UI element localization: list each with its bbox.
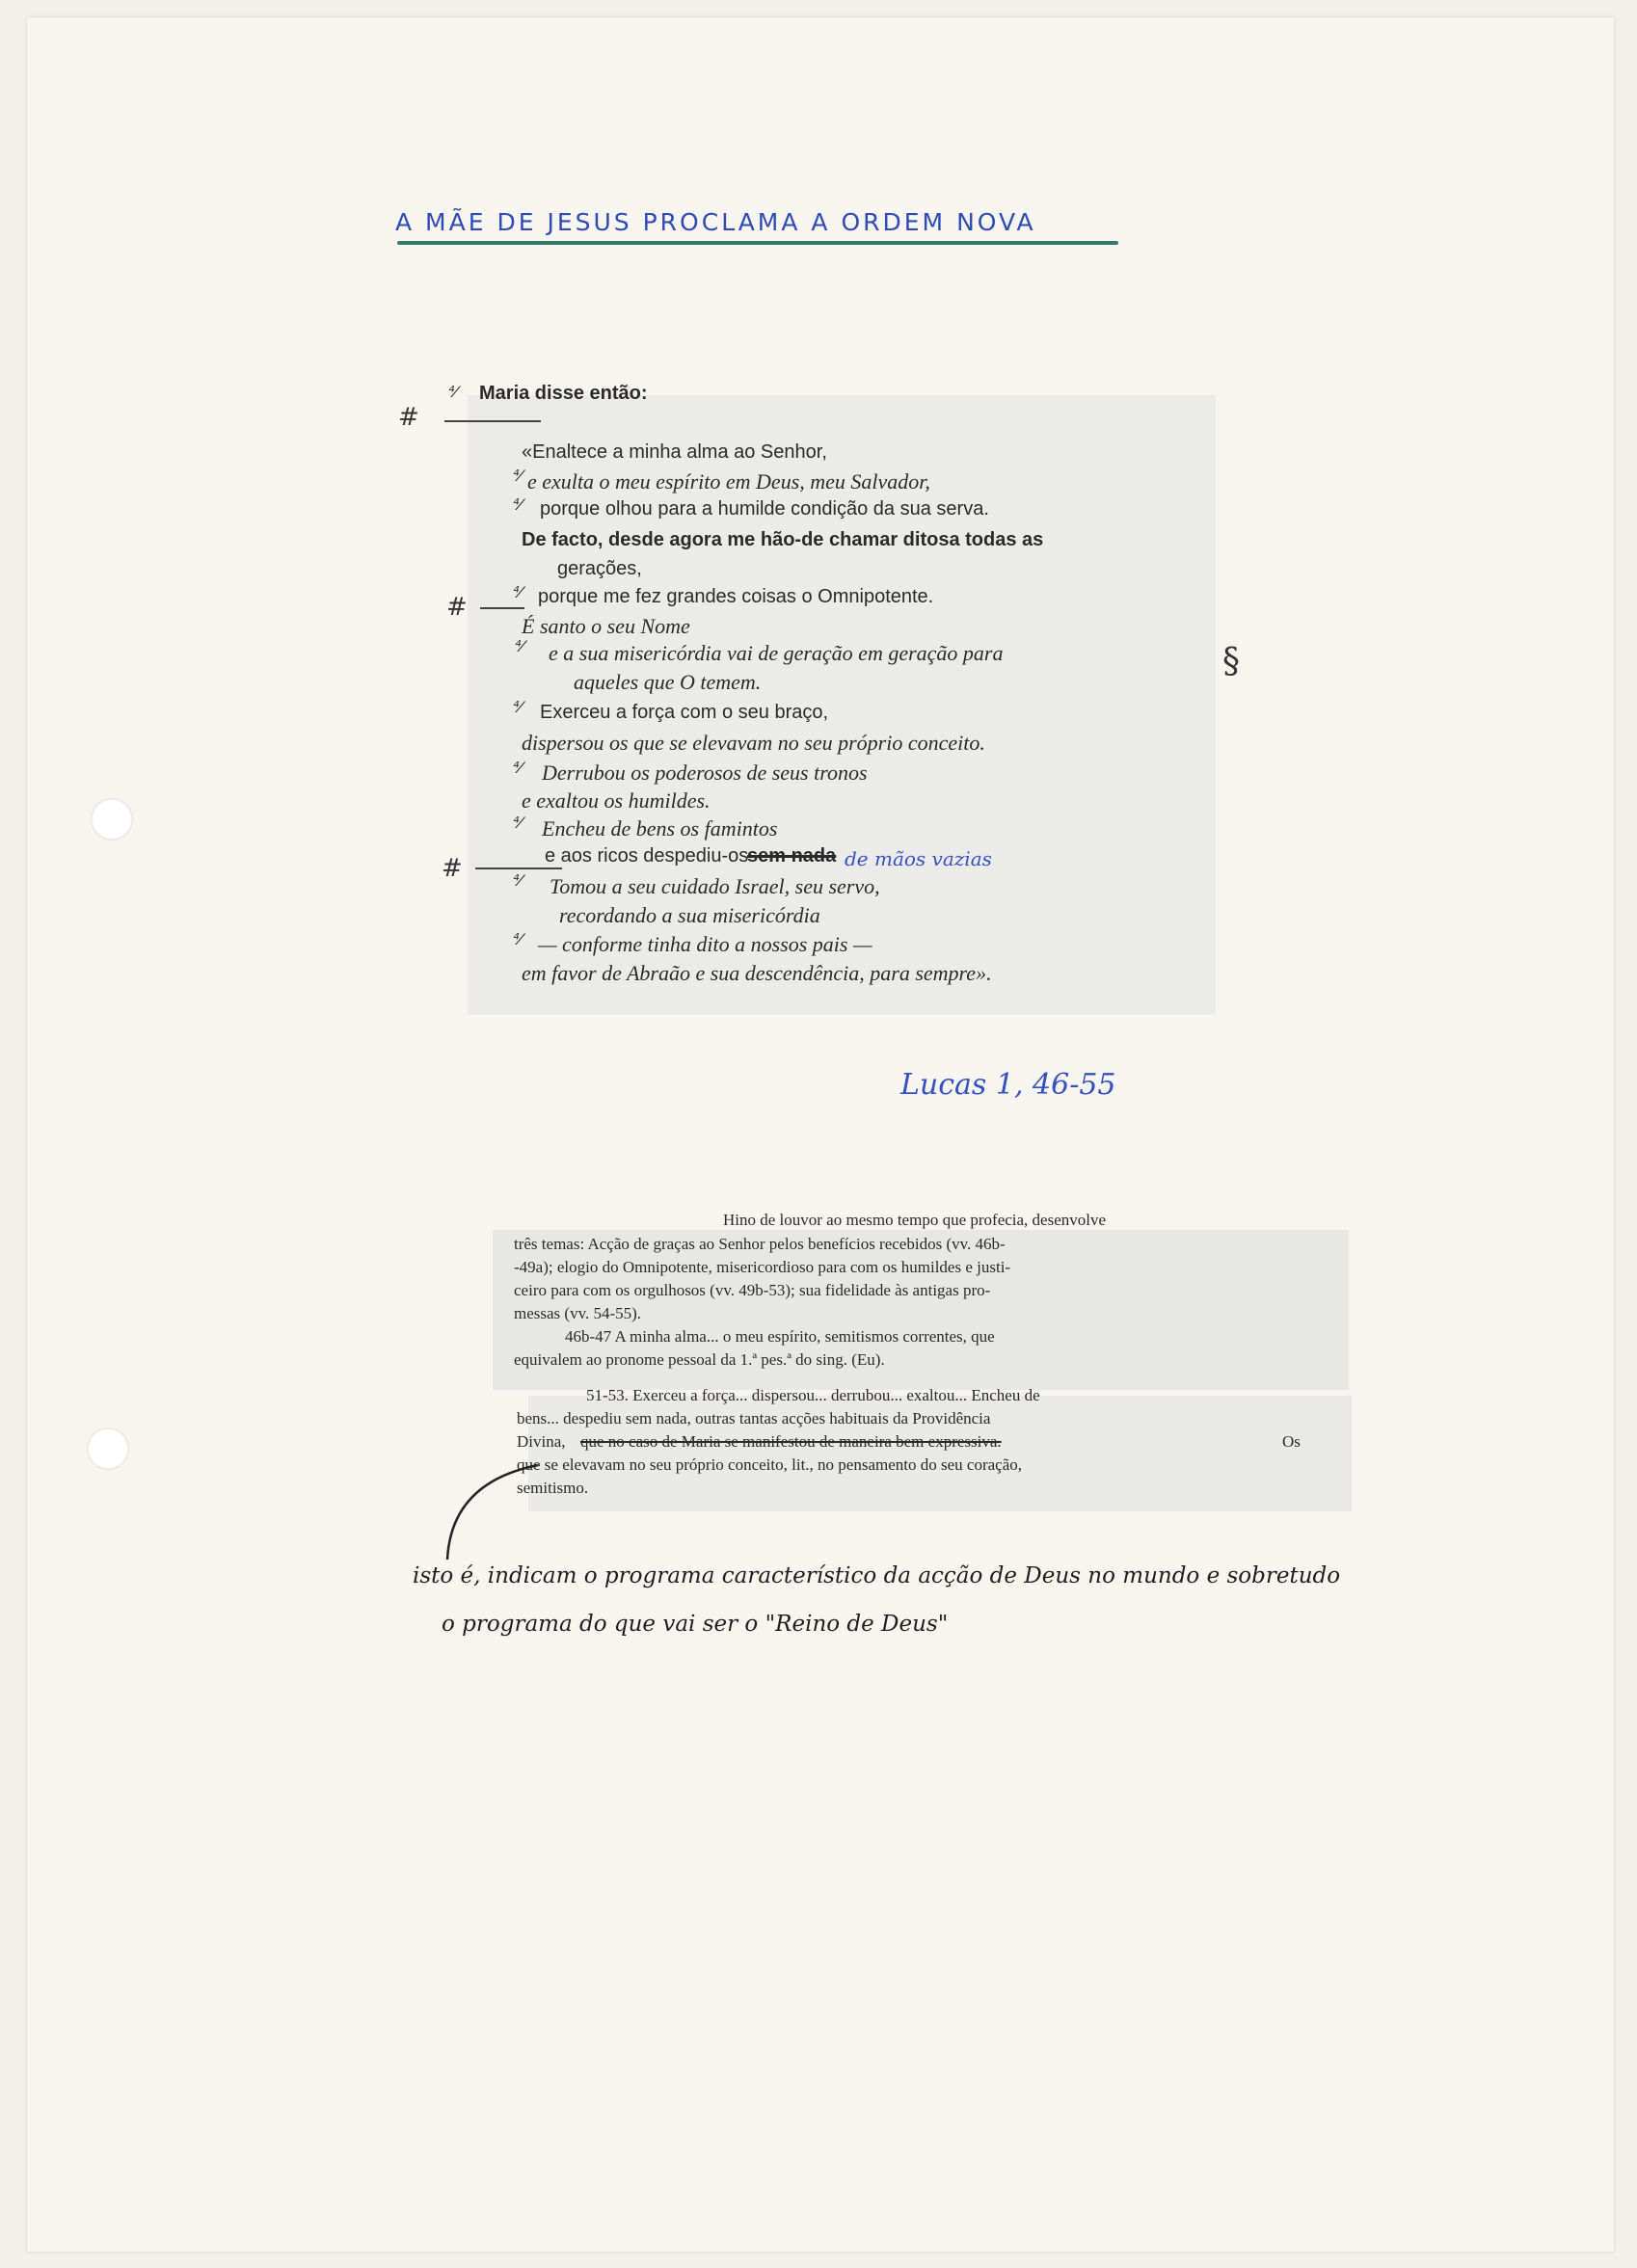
note-line: -49a); elogio do Omnipotente, misericordioso para com os humildes e justi-	[514, 1258, 1011, 1276]
handwritten-note-line-2: o programa do que vai ser o "Reino de Deus"	[442, 1612, 949, 1637]
handwritten-insert: de mãos vazias	[845, 847, 992, 870]
poem-line-15: e aos ricos despediu-os	[545, 845, 749, 867]
note-line: Os	[1282, 1432, 1301, 1451]
punch-hole-top	[91, 798, 133, 840]
poem-line-5: gerações,	[557, 558, 642, 579]
section-sign: §	[1222, 642, 1240, 681]
note-line: equivalem ao pronome pessoal da 1.ª pes.ª do sing. (Eu).	[514, 1350, 885, 1369]
poem-line-1: «Enaltece a minha alma ao Senhor,	[522, 441, 827, 463]
poem-line-13: e exaltou os humildes.	[522, 788, 711, 813]
margin-mark: ⁴⁄	[513, 698, 523, 716]
poem-line-4: De facto, desde agora me hão-de chamar ditosa todas as	[522, 529, 1044, 550]
title-underline	[397, 241, 1118, 245]
margin-mark: ⁴⁄	[513, 467, 523, 485]
poem-line-18: — conforme tinha dito a nossos pais —	[538, 932, 872, 956]
poem-line-9: aqueles que O temem.	[574, 670, 762, 694]
poem-intro: Maria disse então:	[479, 383, 648, 404]
note-line: três temas: Acção de graças ao Senhor pelos benefícios recebidos (vv. 46b-	[514, 1235, 1006, 1253]
hash-mark-3: #	[442, 854, 463, 883]
note-line: messas (vv. 54-55).	[514, 1304, 642, 1322]
margin-mark: ⁴⁄	[448, 383, 458, 401]
poem-line-3: porque olhou para a humilde condição da sua serva.	[540, 498, 989, 520]
margin-mark: ⁴⁄	[513, 814, 523, 832]
note-line: bens... despediu sem nada, outras tantas acções habituais da Providência	[517, 1409, 991, 1428]
page-title: A MÃE DE JESUS PROCLAMA A ORDEM NOVA	[395, 208, 1036, 236]
note-line: 46b-47 A minha alma... o meu espírito, semitismos correntes, que	[565, 1327, 995, 1346]
poem-line-12: Derrubou os poderosos de seus tronos	[542, 760, 868, 785]
margin-mark: ⁴⁄	[513, 495, 523, 514]
struck-note: que no caso de Maria se manifestou de maneira bem expressiva.	[580, 1432, 1002, 1451]
margin-mark: ⁴⁄	[513, 759, 523, 777]
poem-line-7: É santo o seu Nome	[522, 614, 690, 638]
poem-line-8: e a sua misericórdia vai de geração em geração para	[549, 641, 1004, 665]
punch-hole-bottom	[87, 1428, 129, 1470]
poem-line-14: Encheu de bens os famintos	[542, 816, 778, 840]
pointer-curve	[413, 1454, 548, 1569]
note-line: ceiro para com os orgulhosos (vv. 49b-53); sua fidelidade às antigas pro-	[514, 1281, 991, 1299]
note-line: que se elevavam no seu próprio conceito, lit., no pensamento do seu coração,	[517, 1455, 1022, 1474]
poem-line-11: dispersou os que se elevavam no seu próprio conceito.	[522, 731, 985, 755]
poem-line-19: em favor de Abraão e sua descendência, para sempre».	[522, 961, 992, 985]
hash-line-2	[480, 607, 524, 609]
poem-line-10: Exerceu a força com o seu braço,	[540, 702, 829, 723]
struck-phrase: sem nada	[747, 845, 837, 867]
margin-mark: ⁴⁄	[513, 583, 523, 601]
scripture-reference: Lucas 1, 46-55	[900, 1068, 1116, 1102]
note-line: Divina,	[517, 1432, 566, 1451]
poem-line-16: Tomou a seu cuidado Israel, seu servo,	[550, 874, 880, 898]
document-sheet	[27, 17, 1614, 2252]
note-line: Hino de louvor ao mesmo tempo que profecia, desenvolve	[723, 1211, 1107, 1229]
poem-line-6: porque me fez grandes coisas o Omnipotente.	[538, 586, 934, 607]
handwritten-note-line-1: isto é, indicam o programa característico da acção de Deus no mundo e sobretudo	[413, 1563, 1341, 1588]
margin-mark: ⁴⁄	[513, 930, 523, 948]
hash-mark-2: #	[446, 593, 468, 622]
note-line: semitismo.	[517, 1479, 589, 1497]
hash-line-3	[475, 867, 562, 869]
poem-line-17: recordando a sua misericórdia	[559, 903, 820, 927]
margin-mark: ⁴⁄	[515, 637, 524, 655]
poem-line-2: e exulta o meu espírito em Deus, meu Salvador,	[527, 469, 930, 494]
hash-mark-1: #	[398, 403, 419, 432]
hash-line-1	[444, 420, 541, 422]
margin-mark: ⁴⁄	[513, 871, 523, 890]
note-line: 51-53. Exerceu a força... dispersou... derrubou... exaltou... Encheu de	[586, 1386, 1040, 1404]
